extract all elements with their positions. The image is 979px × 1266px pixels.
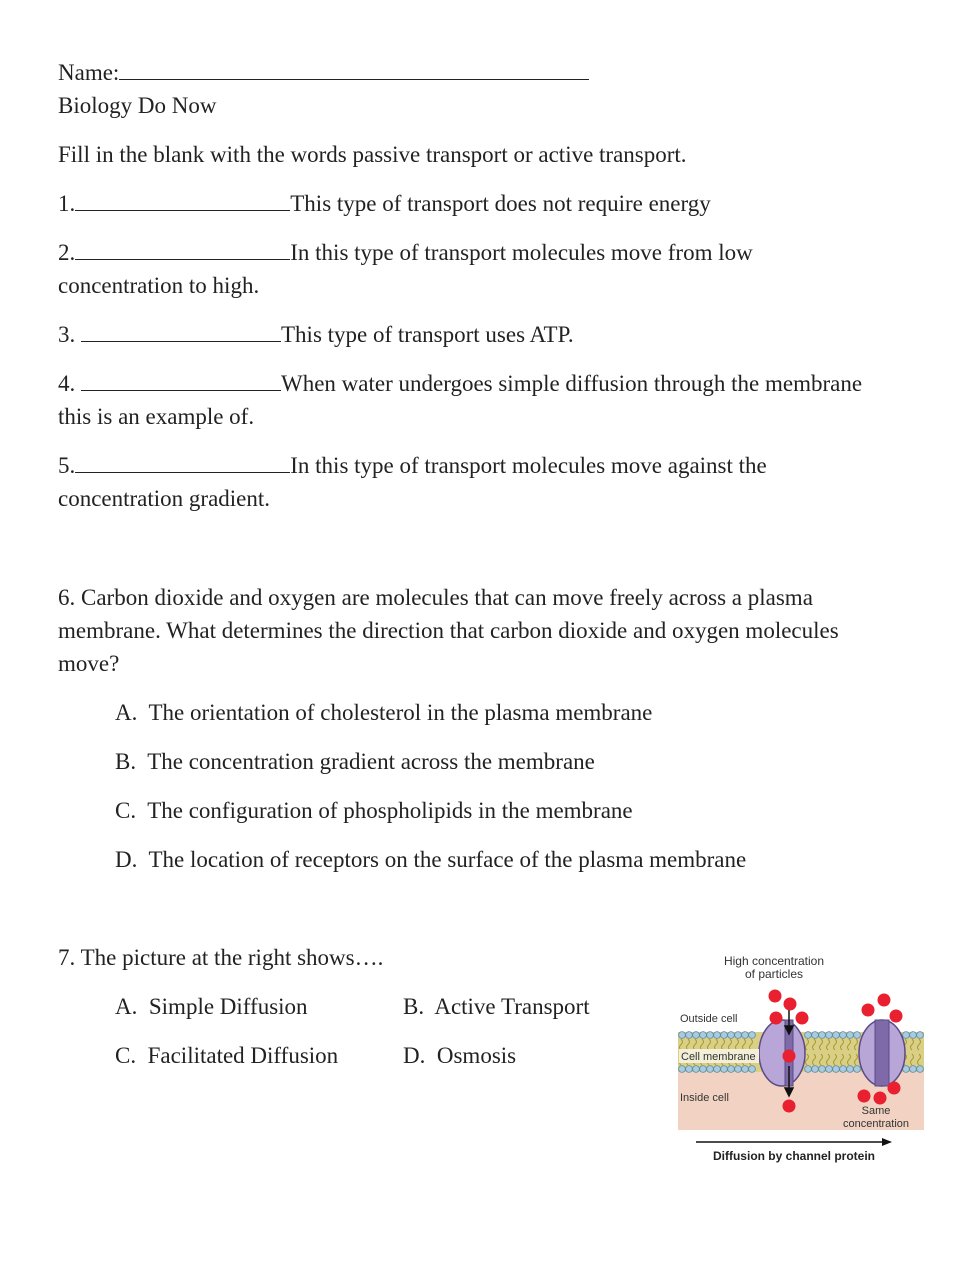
phospholipid-head: [749, 1066, 756, 1073]
phospholipid-head: [819, 1032, 826, 1039]
option-text: The location of receptors on the surface of the plasma membrane: [148, 847, 747, 872]
top-label-line2: of particles: [744, 967, 804, 981]
outside-cell-label: Outside cell: [680, 1013, 738, 1025]
particle: [858, 1090, 871, 1103]
phospholipid-head: [728, 1032, 735, 1039]
question-2-continued: concentration to high.: [58, 273, 260, 298]
phospholipid-head: [854, 1066, 861, 1073]
q6-option-a[interactable]: [115, 696, 652, 729]
particle: [770, 1012, 783, 1025]
question-2: [58, 236, 753, 269]
gradient-arrow: [696, 1138, 892, 1146]
particle: [769, 990, 782, 1003]
phospholipid-head: [742, 1066, 749, 1073]
phospholipid-head: [805, 1032, 812, 1039]
phospholipid-head: [826, 1032, 833, 1039]
channel-protein-diagram: [672, 948, 930, 1178]
page-title: Biology Do Now: [58, 93, 217, 118]
option-letter: C.: [115, 1043, 137, 1068]
phospholipid-head: [679, 1066, 686, 1073]
option-letter: D.: [403, 1043, 426, 1068]
phospholipid-head: [854, 1032, 861, 1039]
phospholipid-head: [714, 1032, 721, 1039]
top-label-line1: High concentration: [723, 954, 825, 968]
answer-blank-4[interactable]: [81, 368, 281, 391]
phospholipid-head: [707, 1032, 714, 1039]
same-concentration-line2: concentration: [842, 1118, 910, 1130]
option-text: Osmosis: [436, 1043, 517, 1068]
phospholipid-head: [917, 1066, 924, 1073]
particle: [878, 994, 891, 1007]
q7-option-a[interactable]: [115, 990, 308, 1023]
particle: [796, 1012, 809, 1025]
phospholipid-head: [826, 1066, 833, 1073]
phospholipid-head: [735, 1066, 742, 1073]
phospholipid-head: [721, 1032, 728, 1039]
answer-blank-2[interactable]: [75, 237, 290, 260]
option-text: Simple Diffusion: [148, 994, 308, 1019]
question-3: [58, 318, 574, 351]
phospholipid-head: [812, 1066, 819, 1073]
cell-membrane-label: Cell membrane: [681, 1051, 756, 1063]
phospholipid-head: [812, 1032, 819, 1039]
question-number: 2.: [58, 240, 76, 265]
option-text: Facilitated Diffusion: [147, 1043, 339, 1068]
option-letter: B.: [403, 994, 425, 1019]
question-5: [58, 449, 767, 482]
answer-blank-3[interactable]: [81, 319, 281, 342]
inside-cell-label: Inside cell: [680, 1092, 729, 1104]
option-letter: B.: [115, 749, 137, 774]
channel-protein-right: [859, 1020, 905, 1086]
phospholipid-head: [910, 1032, 917, 1039]
option-text: The orientation of cholesterol in the plasma membrane: [148, 700, 653, 725]
answer-blank-5[interactable]: [75, 450, 290, 473]
phospholipid-head: [833, 1066, 840, 1073]
q6-option-b[interactable]: [115, 745, 595, 778]
phospholipid-head: [819, 1066, 826, 1073]
option-text: The configuration of phospholipids in the membrane: [147, 798, 633, 823]
q7-option-d[interactable]: [403, 1039, 516, 1072]
phospholipid-head: [749, 1032, 756, 1039]
name-blank[interactable]: [119, 57, 589, 80]
q7-option-b[interactable]: [403, 990, 590, 1023]
question-4: [58, 367, 862, 400]
phospholipid-head: [833, 1032, 840, 1039]
q6-option-c[interactable]: [115, 794, 633, 827]
option-letter: D.: [115, 847, 138, 872]
option-letter: A.: [115, 700, 138, 725]
phospholipid-head: [707, 1066, 714, 1073]
phospholipid-head: [679, 1032, 686, 1039]
phospholipid-head: [910, 1066, 917, 1073]
question-text: This type of transport uses ATP.: [281, 322, 574, 347]
question-6-stem-line2: membrane. What determines the direction that carbon dioxide and oxygen molecules: [58, 618, 839, 643]
phospholipid-head: [714, 1066, 721, 1073]
phospholipid-head: [686, 1032, 693, 1039]
phospholipid-head: [742, 1032, 749, 1039]
phospholipid-head: [686, 1066, 693, 1073]
phospholipid-head: [735, 1032, 742, 1039]
option-letter: C.: [115, 798, 137, 823]
question-number: 3.: [58, 322, 81, 347]
name-label: Name:: [58, 60, 120, 85]
phospholipid-head: [700, 1066, 707, 1073]
question-text: This type of transport does not require energy: [290, 191, 711, 216]
phospholipid-head: [840, 1066, 847, 1073]
particle: [783, 1100, 796, 1113]
phospholipid-head: [840, 1032, 847, 1039]
question-6-stem-line3: move?: [58, 651, 120, 676]
answer-blank-1[interactable]: [75, 188, 290, 211]
question-text: In this type of transport molecules move against the: [290, 453, 767, 478]
option-letter: A.: [115, 994, 138, 1019]
question-number: 4.: [58, 371, 81, 396]
option-text: The concentration gradient across the membrane: [147, 749, 595, 774]
figure-caption: Diffusion by channel protein: [712, 1149, 876, 1163]
phospholipid-head: [805, 1066, 812, 1073]
phospholipid-head: [847, 1032, 854, 1039]
name-field: [58, 56, 589, 89]
phospholipid-head: [728, 1066, 735, 1073]
q7-option-c[interactable]: [115, 1039, 338, 1072]
question-text: In this type of transport molecules move from low: [290, 240, 753, 265]
phospholipid-head: [693, 1032, 700, 1039]
phospholipid-head: [917, 1032, 924, 1039]
question-1: [58, 187, 711, 220]
particle: [888, 1082, 901, 1095]
option-text: Active Transport: [434, 994, 590, 1019]
instructions: Fill in the blank with the words passive transport or active transport.: [58, 142, 687, 167]
channel-protein-left: [759, 1020, 805, 1086]
q6-option-d[interactable]: [115, 843, 746, 876]
particle: [890, 1010, 903, 1023]
question-number: 1.: [58, 191, 76, 216]
phospholipid-head: [700, 1032, 707, 1039]
phospholipid-head: [693, 1066, 700, 1073]
particle: [862, 1004, 875, 1017]
same-concentration-line1: Same: [861, 1105, 891, 1117]
question-4-continued: this is an example of.: [58, 404, 255, 429]
particle: [783, 1050, 796, 1063]
phospholipid-head: [847, 1066, 854, 1073]
question-7-stem: 7. The picture at the right shows….: [58, 945, 384, 970]
phospholipid-head: [903, 1032, 910, 1039]
question-number: 5.: [58, 453, 76, 478]
question-6-stem: 6. Carbon dioxide and oxygen are molecules that can move freely across a plasma: [58, 585, 813, 610]
particle: [784, 998, 797, 1011]
phospholipid-head: [721, 1066, 728, 1073]
question-5-continued: concentration gradient.: [58, 486, 271, 511]
question-text: When water undergoes simple diffusion through the membrane: [281, 371, 863, 396]
particle: [874, 1092, 887, 1105]
